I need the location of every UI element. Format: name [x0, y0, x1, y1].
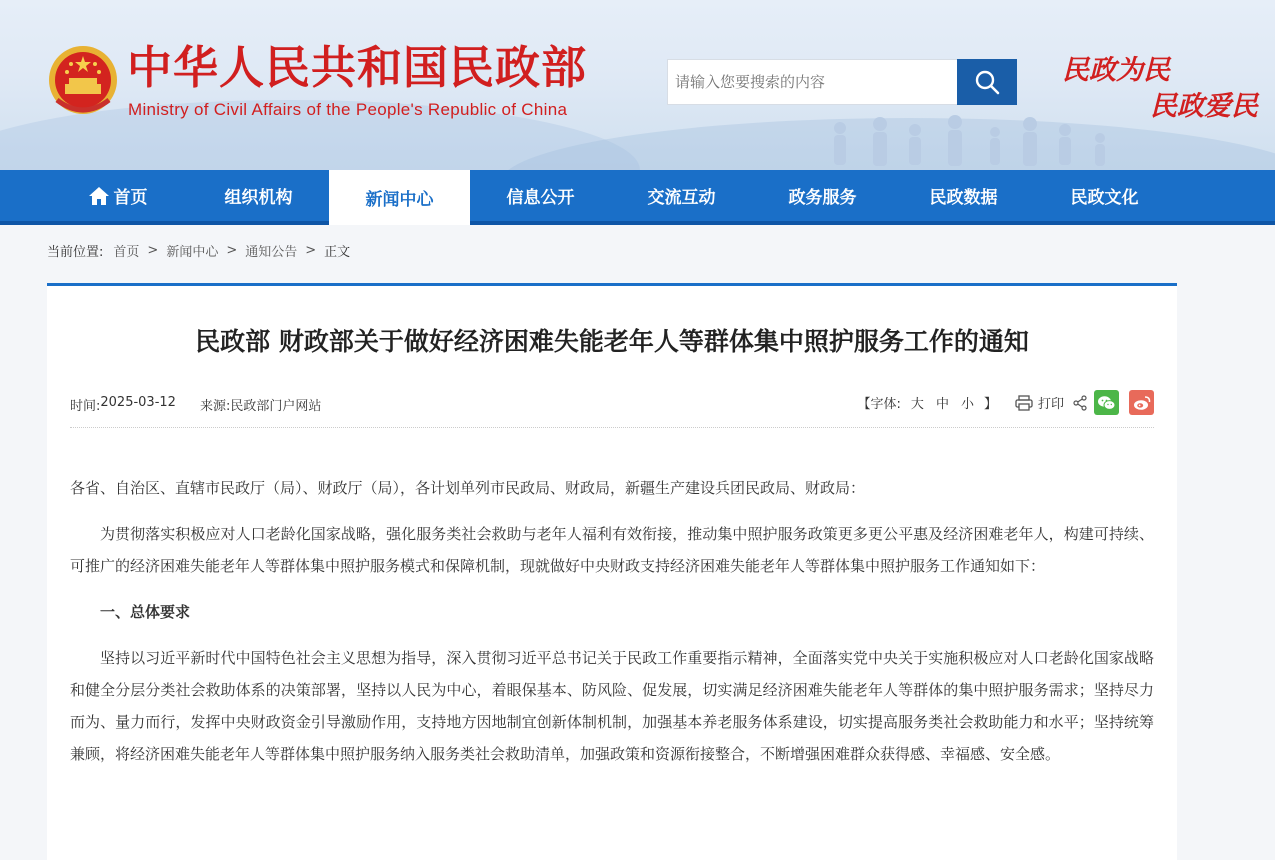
- article-tools: [854, 390, 1154, 415]
- national-emblem-logo: [47, 44, 119, 118]
- wechat-share-icon[interactable]: [1094, 390, 1119, 415]
- breadcrumb: [47, 241, 350, 260]
- print-button[interactable]: [1015, 393, 1064, 412]
- search-button[interactable]: [957, 59, 1017, 105]
- font-label-open: 【字体:: [857, 397, 901, 412]
- site-subtitle: Ministry of Civil Affairs of the People's Republic of China: [128, 100, 568, 119]
- nav-item-label: 政务服务: [788, 188, 857, 208]
- search-icon: [974, 69, 1000, 95]
- breadcrumb-notices[interactable]: 通知公告: [245, 245, 298, 260]
- nav-item-label: 新闻中心: [365, 190, 434, 210]
- nav-item-home[interactable]: [47, 170, 188, 221]
- font-size-medium[interactable]: 中: [935, 397, 949, 412]
- font-size-small[interactable]: 小: [960, 397, 974, 412]
- nav-item-data[interactable]: [893, 170, 1034, 221]
- breadcrumb-separator: >: [147, 243, 159, 258]
- printer-icon: [1015, 395, 1033, 411]
- meta-divider: [70, 427, 1154, 428]
- home-icon: [88, 186, 110, 206]
- breadcrumb-home[interactable]: 首页: [113, 245, 140, 260]
- print-label: 打印: [1037, 397, 1064, 412]
- slogan-line2: 民政爱民: [1150, 91, 1258, 122]
- article-body: [70, 472, 1154, 784]
- salutation-paragraph: 各省、自治区、直辖市民政厅（局）、财政厅（局），各计划单列市民政局、财政局，新疆生产建设兵团民政局、财政局：: [70, 479, 866, 497]
- people-silhouette-decoration: [820, 110, 1120, 170]
- nav-item-label: 信息公开: [506, 188, 575, 208]
- time-label: 时间:: [70, 399, 101, 414]
- nav-item-interaction[interactable]: [611, 170, 752, 221]
- publish-date: 2025-03-12: [100, 395, 176, 410]
- nav-item-news[interactable]: [329, 170, 470, 225]
- font-size-control: [854, 393, 1001, 412]
- nav-item-label: 组织机构: [224, 188, 293, 208]
- nav-item-label: 首页: [113, 188, 148, 208]
- article-title: 民政部 财政部关于做好经济困难失能老年人等群体集中照护服务工作的通知: [195, 327, 1029, 356]
- font-label-close: 】: [983, 397, 997, 412]
- nav-item-label: 交流互动: [647, 188, 716, 208]
- nav-item-services[interactable]: [752, 170, 893, 221]
- breadcrumb-current: 正文: [324, 245, 351, 260]
- search-input[interactable]: [667, 59, 957, 105]
- breadcrumb-label: 当前位置:: [47, 245, 104, 260]
- nav-item-label: 民政数据: [929, 188, 998, 208]
- breadcrumb-news[interactable]: 新闻中心: [166, 245, 219, 260]
- font-size-large[interactable]: 大: [910, 397, 924, 412]
- article-meta: [70, 395, 321, 414]
- weibo-share-icon[interactable]: [1129, 390, 1154, 415]
- article-source: 民政部门户网站: [230, 399, 322, 414]
- site-header: [0, 0, 1275, 170]
- source-label: 来源:: [199, 399, 231, 414]
- nav-item-culture[interactable]: [1034, 170, 1175, 221]
- breadcrumb-separator: >: [226, 243, 238, 258]
- section-paragraph: 坚持以习近平新时代中国特色社会主义思想为指导，深入贯彻习近平总书记关于民政工作重要指示精神，全面落实党中央关于实施积极应对人口老龄化国家战略和健全分层分类社会救助体系的决策部署，坚持以人民为中心，着眼保基本、防风险、促发展，切实满足经济困难失能老年人等群体的集中照护服务需求；坚持尽力而为、量力而行，发挥中央财政资金引导激励作用，支持地方因地制宜创新体制机制，加强基本养老服务体系建设，切实提高服务类社会救助能力和水平；坚持统筹兼顾，将经济困难失能老年人等群体集中照护服务纳入服务类社会救助清单，加强政策和资源衔接整合，不断增强困难群众获得感、幸福感、安全感。: [70, 649, 1154, 763]
- nav-item-label: 民政文化: [1070, 188, 1139, 208]
- main-nav: [0, 170, 1275, 225]
- article-card: [47, 283, 1177, 860]
- share-icon[interactable]: [1072, 395, 1088, 411]
- intro-paragraph: 为贯彻落实积极应对人口老龄化国家战略，强化服务类社会救助与老年人福利有效衔接，推动集中照护服务政策更多更公平惠及经济困难老年人，构建可持续、可推广的经济困难失能老年人等群体集中照护服务模式和保障机制，现就做好中央财政支持经济困难失能老年人等群体集中照护服务工作通知如下：: [70, 525, 1154, 575]
- section-heading: 一、总体要求: [100, 603, 191, 621]
- site-title: 中华人民共和国民政部: [127, 41, 588, 94]
- breadcrumb-separator: >: [305, 243, 317, 258]
- nav-item-info-disclosure[interactable]: [470, 170, 611, 221]
- slogan-line1: 民政为民: [1062, 55, 1170, 86]
- nav-item-organization[interactable]: [188, 170, 329, 221]
